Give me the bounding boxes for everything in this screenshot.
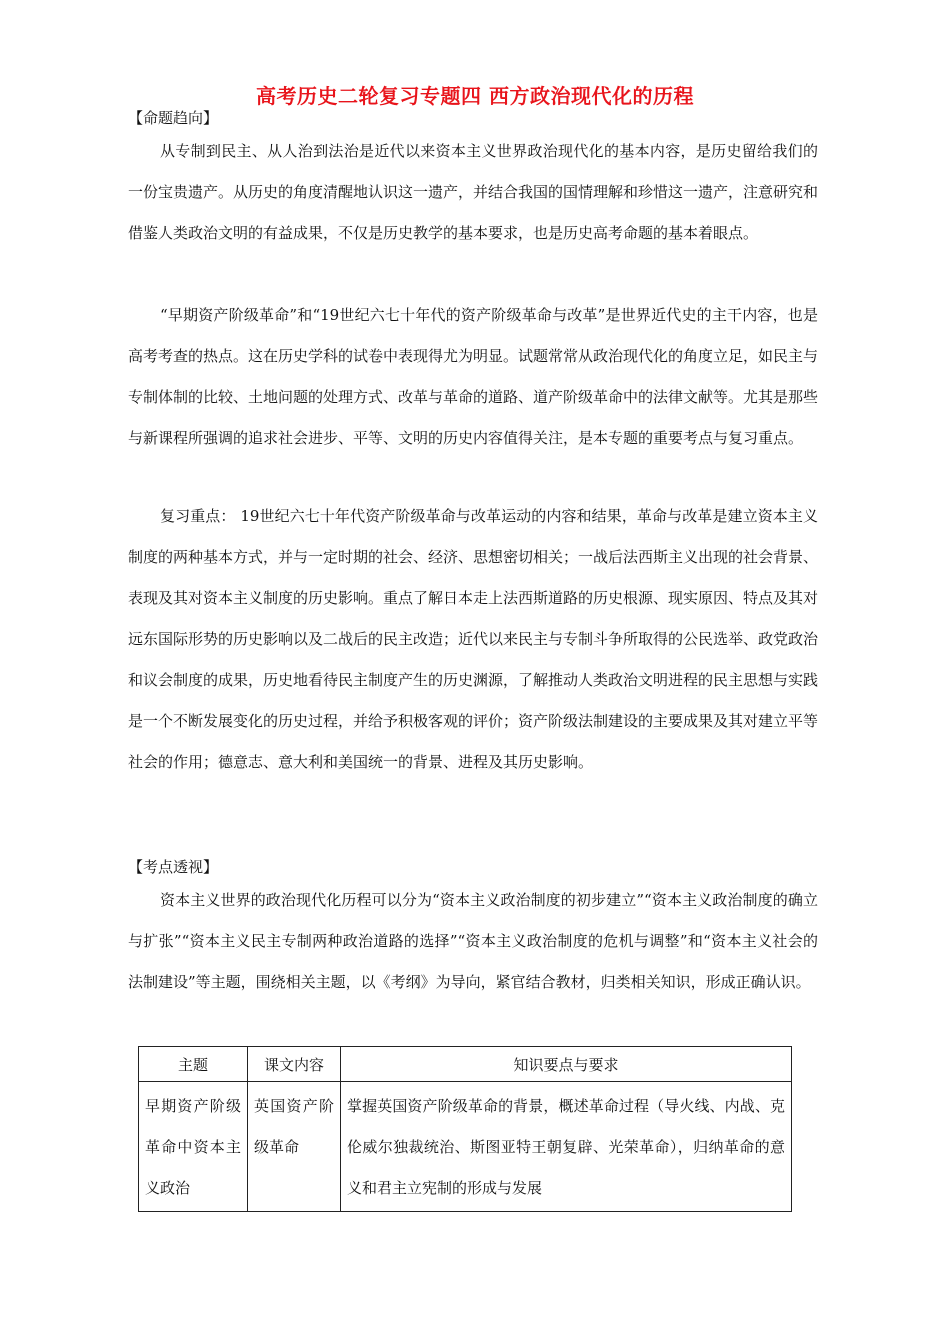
table-header-requirements: 知识要点与要求 xyxy=(341,1047,792,1082)
paragraph-analysis: 资本主义世界的政治现代化历程可以分为“资本主义政治制度的初步建立”“资本主义政治制度的确立与扩张”“资本主义民主专制两种政治道路的选择”“资本主义政治制度的危机与调整”和“资本主义社会的法制建设”等主题，围绕相关主题，以《考纲》为导向，紧官结合教材，归类相关知识，形成正确认识。 xyxy=(128,891,818,991)
paragraph-trend-2: “早期资产阶级革命”和“19世纪六七十年代的资产阶级革命与改革”是世界近代史的主干内容，也是高考考查的热点。这在历史学科的试卷中表现得尤为明显。试题常常从政治现代化的角度立足，如民主与专制体制的比较、土地问题的处理方式、改革与革命的道路、道产阶级革命中的法律文献等。尤其是那些与新课程所强调的追求社会进步、平等、文明的历史内容值得关注，是本专题的重要考点与复习重点。 xyxy=(128,306,819,447)
table-cell-requirements: 掌握英国资产阶级革命的背景，概述革命过程（导火线、内战、克伦威尔独裁统治、斯图亚特王朝复辟、光荣革命），归纳革命的意义和君主立宪制的形成与发展 xyxy=(341,1082,792,1212)
table-cell-theme: 早期资产阶级革命中资本主义政治 xyxy=(139,1082,248,1212)
table-header-row xyxy=(139,1047,792,1082)
document-title: 高考历史二轮复习专题四 西方政治现代化的历程 xyxy=(256,84,694,108)
paragraph-review-focus: 复习重点： 19世纪六七十年代资产阶级革命与改革运动的内容和结果，革命与改革是建立资本主义制度的两种基本方式，并与一定时期的社会、经济、思想密切相关；一战后法西斯主义出现的社会背景、表现及其对资本主义制度的历史影响。重点了解日本走上法西斯道路的历史根源、现实原因、特点及其对远东国际形势的历史影响以及二战后的民主改造；近代以来民主与专制斗争所取得的公民选举、政党政治和议会制度的成果，历史地看待民主制度产生的历史渊源，了解推动人类政治文明进程的民主思想与实践是一个不断发展变化的历史过程，并给予积极客观的评价；资产阶级法制建设的主要成果及其对建立平等社会的作用；德意志、意大利和美国统一的背景、进程及其历史影响。 xyxy=(128,507,819,771)
table-row xyxy=(139,1082,792,1212)
paragraph-trend-1: 从专制到民主、从人治到法治是近代以来资本主义世界政治现代化的基本内容，是历史留给我们的一份宝贵遗产。从历史的角度清醒地认识这一遗产，并结合我国的国情理解和珍惜这一遗产，注意研究和借鉴人类政治文明的有益成果，不仅是历史教学的基本要求，也是历史高考命题的基本着眼点。 xyxy=(128,142,819,242)
table-cell-content: 英国资产阶级革命 xyxy=(248,1082,341,1212)
section-heading-analysis: 【考点透视】 xyxy=(128,858,219,876)
table-header-theme: 主题 xyxy=(139,1047,248,1082)
table-header-content: 课文内容 xyxy=(248,1047,341,1082)
section-heading-trend: 【命题趋向】 xyxy=(128,109,219,127)
knowledge-table xyxy=(138,1046,792,1212)
